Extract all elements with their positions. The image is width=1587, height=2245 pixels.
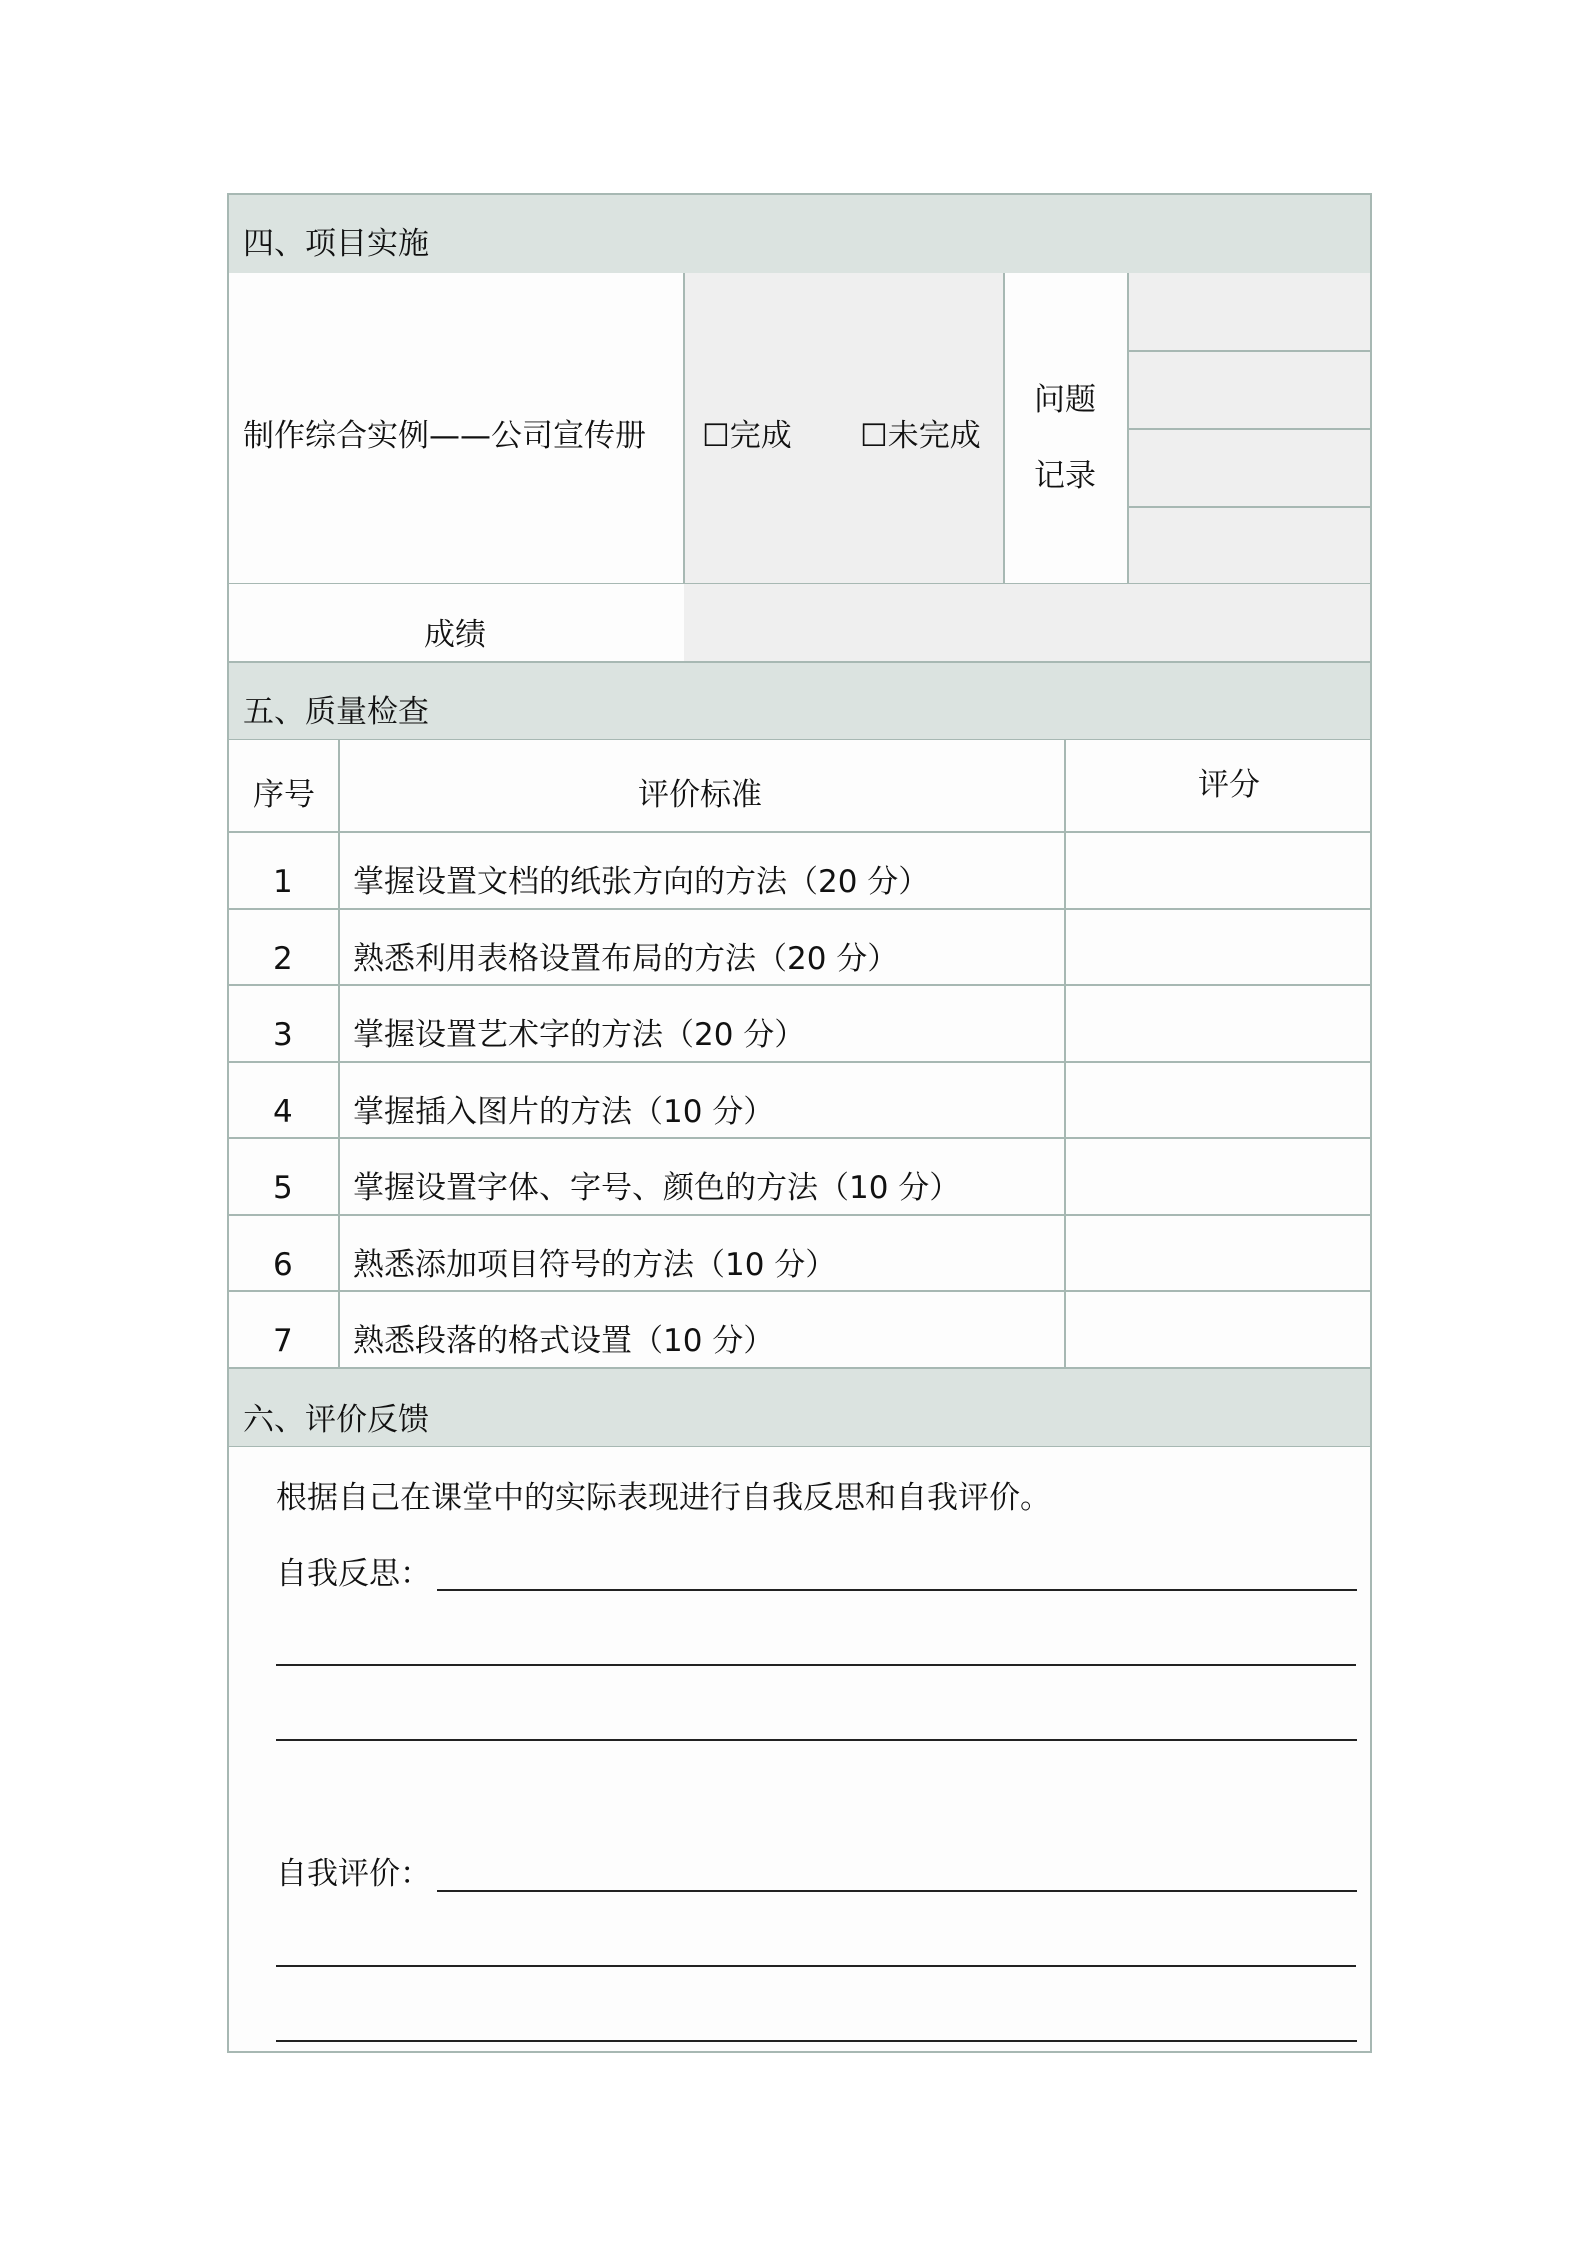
section4-title: 四、项目实施 bbox=[243, 226, 429, 262]
evaluation-line-3[interactable] bbox=[276, 2040, 1357, 2042]
section6-header bbox=[227, 1367, 1372, 1448]
row-criterion: 熟悉利用表格设置布局的方法（20 分） bbox=[353, 940, 899, 977]
row-score-cell[interactable] bbox=[1066, 1291, 1370, 1368]
row-number: 1 bbox=[273, 864, 293, 900]
table-row bbox=[227, 985, 1372, 1062]
feedback-area bbox=[227, 1447, 1372, 2053]
evaluation-line-1[interactable] bbox=[437, 1890, 1357, 1892]
table-row bbox=[227, 1062, 1372, 1139]
row-number: 5 bbox=[273, 1170, 293, 1206]
row-number: 6 bbox=[273, 1246, 293, 1283]
task-name: 制作综合实例——公司宣传册 bbox=[243, 418, 646, 454]
row-criterion: 掌握设置艺术字的方法（20 分） bbox=[353, 1017, 806, 1053]
col-header-score: 评分 bbox=[1198, 767, 1260, 803]
task-cell bbox=[227, 273, 684, 584]
row-number: 7 bbox=[273, 1323, 293, 1359]
instruction-text: 根据自己在课堂中的实际表现进行自我反思和自我评价。 bbox=[276, 1480, 1051, 1516]
score-input[interactable] bbox=[684, 584, 1372, 662]
row-criterion: 熟悉段落的格式设置（10 分） bbox=[353, 1323, 775, 1359]
reflection-line-1[interactable] bbox=[437, 1589, 1357, 1591]
row-score-cell[interactable] bbox=[1066, 985, 1370, 1062]
reflection-line-2[interactable] bbox=[276, 1664, 1356, 1666]
issue-label-cell bbox=[1004, 273, 1128, 584]
row-criterion: 掌握设置字体、字号、颜色的方法（10 分） bbox=[353, 1170, 961, 1206]
table-row bbox=[227, 832, 1372, 909]
issue-label-2: 记录 bbox=[1034, 458, 1096, 494]
section5-title: 五、质量检查 bbox=[243, 694, 429, 730]
row-number: 2 bbox=[273, 940, 293, 977]
score-label: 成绩 bbox=[424, 617, 486, 653]
evaluation-label: 自我评价： bbox=[276, 1856, 431, 1892]
row-score-cell[interactable] bbox=[1066, 832, 1370, 909]
row-score-cell[interactable] bbox=[1066, 1062, 1370, 1139]
row-score-cell[interactable] bbox=[1066, 1138, 1370, 1215]
row-criterion: 掌握插入图片的方法（10 分） bbox=[353, 1093, 775, 1130]
row-number: 4 bbox=[273, 1093, 293, 1130]
table-row bbox=[227, 1215, 1372, 1292]
row-criterion: 熟悉添加项目符号的方法（10 分） bbox=[353, 1246, 837, 1283]
reflection-line-3[interactable] bbox=[276, 1739, 1357, 1741]
status-cell bbox=[684, 273, 1004, 584]
done-checkbox[interactable]: ☐完成 bbox=[702, 418, 792, 454]
issue-label-1: 问题 bbox=[1034, 382, 1096, 418]
row-criterion: 掌握设置文档的纸张方向的方法（20 分） bbox=[353, 864, 930, 900]
section6-title: 六、评价反馈 bbox=[243, 1402, 429, 1438]
reflection-label: 自我反思： bbox=[276, 1556, 431, 1592]
row-number: 3 bbox=[273, 1017, 293, 1053]
row-score-cell[interactable] bbox=[1066, 1215, 1370, 1292]
row-score-cell[interactable] bbox=[1066, 909, 1370, 986]
section4-header bbox=[227, 193, 1372, 275]
col-header-criterion: 评价标准 bbox=[638, 777, 762, 813]
section5-header bbox=[227, 661, 1372, 741]
table-row bbox=[227, 1291, 1372, 1368]
score-label-cell bbox=[227, 584, 684, 662]
not-done-checkbox[interactable]: ☐未完成 bbox=[860, 418, 981, 454]
col-header-no: 序号 bbox=[253, 777, 315, 813]
evaluation-line-2[interactable] bbox=[276, 1965, 1356, 1967]
table-row bbox=[227, 1138, 1372, 1215]
table-row bbox=[227, 909, 1372, 986]
